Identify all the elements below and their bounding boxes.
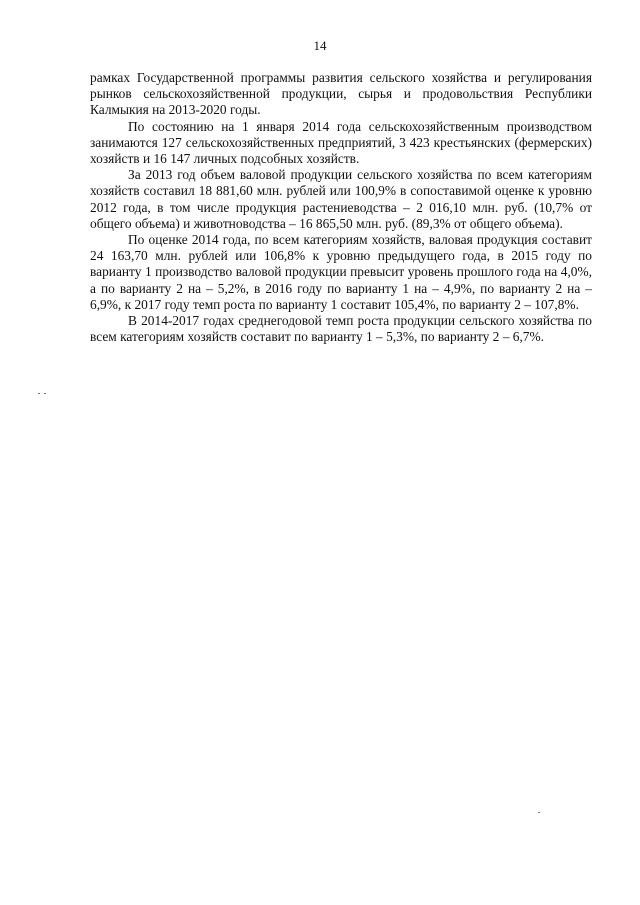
body-text xyxy=(90,70,592,345)
paragraph-growth-rate: В 2014-2017 годах среднегодовой темп роста продукции сельского хозяйства по всем категориям хозяйств составит по варианту 1 – 5,3%, по варианту 2 – 6,7%. xyxy=(90,313,592,345)
paragraph-2014-forecast: По оценке 2014 года, по всем категориям хозяйств, валовая продукция составит 24 163,70 млн. рублей или 106,8% к уровню предыдущего года, в 2015 году по варианту 1 производство валовой продукции превысит уровень прошлого года на 4,0%, а по варианту 2 на – 5,2%, в 2016 году по варианту 1 на – 4,9%, по варианту 2 на – 6,9%, к 2017 году темп роста по варианту 1 составит 105,4%, по варианту 2 – 107,8%. xyxy=(90,232,592,312)
scan-artifact xyxy=(38,393,40,394)
scan-artifact xyxy=(538,812,540,813)
paragraph-2013-output: За 2013 год объем валовой продукции сельского хозяйства по всем категориям хозяйств составил 18 881,60 млн. рублей или 100,9% в сопоставимой оценке к уровню 2012 года, в том числе продукция растениеводства – 2 016,10 млн. руб. (10,7% от общего объема) и животноводства – 16 865,50 млн. руб. (89,3% от общего объема). xyxy=(90,167,592,231)
paragraph-program-continuation: рамках Государственной программы развития сельского хозяйства и регулирования рынков сельскохозяйственной продукции, сырья и продовольствия Республики Калмыкия на 2013-2020 годы. xyxy=(90,70,592,118)
paragraph-farm-count: По состоянию на 1 января 2014 года сельскохозяйственным производством занимаются 127 сельскохозяйственных предприятий, 3 423 крестьянских (фермерских) хозяйств и 16 147 личных подсобных хозяйств. xyxy=(90,118,592,167)
page-number: 14 xyxy=(313,38,327,53)
scan-artifact xyxy=(44,393,46,394)
